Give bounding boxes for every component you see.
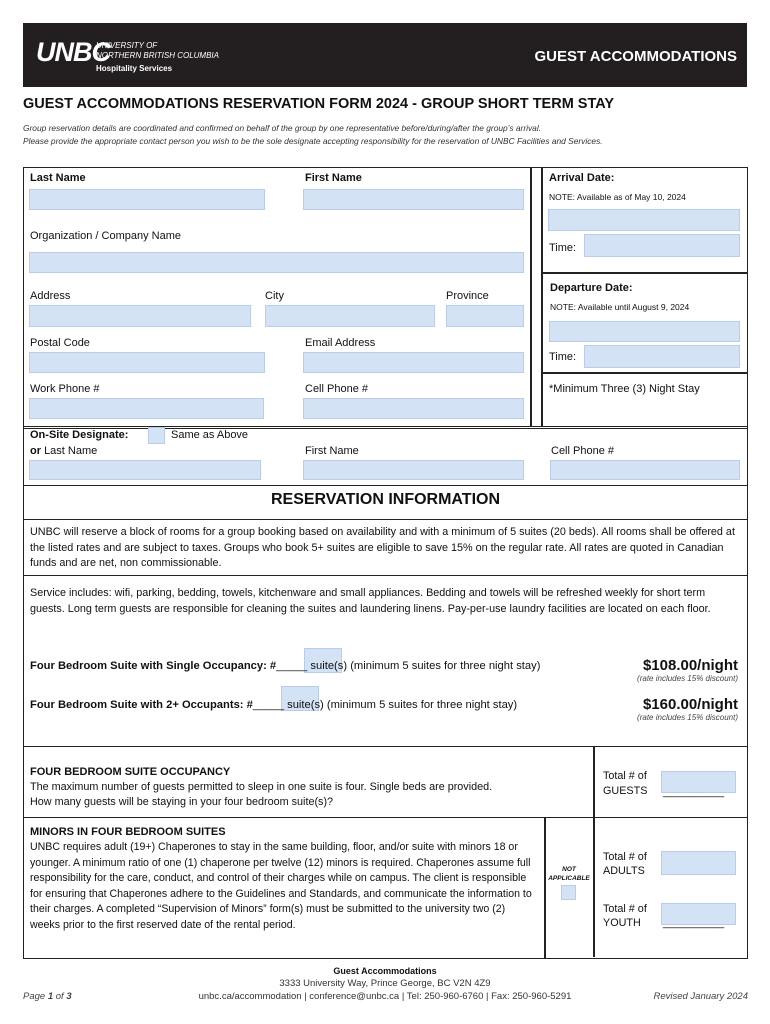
guests-total-label [603,769,647,799]
arrival-date-field[interactable] [548,209,740,231]
adults-total-field[interactable] [661,851,736,875]
intro-text [23,122,753,148]
multi-occupancy-note: suite(s) (minimum 5 suites for three night stay) [287,699,518,711]
departure-date-label: Departure Date: [550,282,633,294]
university-name [96,41,219,61]
multi-discount-note: (rate includes 15% discount) [637,713,738,722]
province-label: Province [446,290,489,302]
first-name-label: First Name [305,172,362,184]
arrival-note: NOTE: Available as of May 10, 2024 [549,192,686,202]
youth-total-label [603,902,647,930]
single-occupancy-label: Four Bedroom Suite with Single Occupancy: # [30,660,277,672]
single-occupancy-note: suite(s) (minimum 5 suites for three night stay) [310,660,541,672]
divider [530,167,532,426]
university-line-1: UNIVERSITY OF [96,41,158,50]
guests-label: GUESTS [603,785,648,797]
designate-first-name-field[interactable] [303,460,524,480]
address-label: Address [30,290,71,302]
guests-total-prefix: Total # of [603,770,647,782]
occupancy-text: The maximum number of guests permitted to sleep in one suite is four. Single beds are provided. How many guests will be staying in your four bedroom suite(s)? [30,781,493,808]
address-field[interactable] [29,305,251,327]
footer-contact: unbc.ca/accommodation | conference@unbc.ca | Tel: 250-960-6760 | Fax: 250-960-5291 [198,991,572,1002]
postal-code-label: Postal Code [30,337,90,349]
not-applicable-line-1: NOT [562,866,576,873]
cell-phone-field[interactable] [303,398,524,419]
designate-cell-field[interactable] [550,460,740,480]
divider [544,817,546,958]
not-applicable-checkbox[interactable] [561,885,576,900]
youth-blank: __________ [663,917,725,929]
youth-total-prefix: Total # of [603,903,647,915]
youth-label: YOUTH [603,917,641,929]
university-line-2: NORTHERN BRITISH COLUMBIA [96,51,219,60]
designate-last-name-field[interactable] [29,460,261,480]
or-label: or [30,445,41,457]
section-title: GUEST ACCOMMODATIONS [534,48,737,65]
designate-first-name-label: First Name [305,445,359,457]
divider [541,372,748,374]
intro-line-2: Please provide the appropriate contact person you wish to be the sole designate accepting responsibility for the reservation of UNBC Facilities and Services. [23,136,603,146]
page-current: 1 [47,991,54,1002]
page-total: 3 [66,991,72,1002]
adults-total-label [603,850,647,878]
reservation-paragraph-2: Service includes: wifi, parking, bedding, towels, kitchenware and small appliances. Bedding and towels will be refreshed weekly for short term guests. Long term guests are responsible for cleaning the suites and laundering linens. Pay-per-use laundry facilities are located on each floor. [30,587,711,615]
same-as-above-label: Same as Above [171,429,249,441]
multi-occupancy-blank: _____ [252,699,284,711]
email-field[interactable] [303,352,524,373]
departure-note: NOTE: Available until August 9, 2024 [550,302,690,312]
intro-line-1: Group reservation details are coordinated and confirmed on behalf of the group by one representative before/during/after the group’s arrival. [23,123,542,133]
postal-code-field[interactable] [29,352,265,373]
footer-address: 3333 University Way, Prince George, BC V2N 4Z9 [279,978,491,989]
single-discount-note: (rate includes 15% discount) [637,674,738,683]
page-of: of [53,991,67,1002]
divider [541,167,543,426]
arrival-time-label: Time: [549,242,577,254]
work-phone-label: Work Phone # [30,383,100,395]
work-phone-field[interactable] [29,398,264,419]
cell-phone-label: Cell Phone # [305,383,368,395]
single-occupancy-blank: _____ [276,660,308,672]
multi-occupancy-row [30,699,517,711]
arrival-time-field[interactable] [584,234,740,257]
page-prefix: Page [23,991,48,1002]
designate-label: On-Site Designate: [30,429,129,441]
departure-date-field[interactable] [549,321,740,342]
last-name-field[interactable] [29,189,265,210]
department-name: Hospitality Services [96,64,173,73]
city-field[interactable] [265,305,435,327]
occupancy-heading: FOUR BEDROOM SUITE OCCUPANCY [30,766,231,778]
reservation-paragraph-1: UNBC will reserve a block of rooms for a group booking based on availability and with a minimum of 5 suites (20 beds). All rooms shall be offered at the listed rates and are subject to taxes. Groups who book 5+ suites are eligible to save 15% on the regular rate. All rates are quoted in Canadian funds and are net, non commissionable. [30,526,735,569]
divider [541,272,748,274]
same-as-above-checkbox[interactable] [148,427,165,444]
adults-label: ADULTS [603,865,645,877]
single-occupancy-price: $108.00/night [642,657,738,674]
not-applicable-line-2: APPLICABLE [548,875,590,882]
minors-text: UNBC requires adult (19+) Chaperones to stay in the same building, floor, and/or suite with minors 18 or younger. A minimum ratio of one (1) chaperone per twelve (12) minors is required. Chaperones assume full responsibility for the care, conduct, and control of their charges while on campus. The client is responsible for ensuring that Chaperones adhere to the Guidelines and Standards, and communicate the information to their charges. A completed “Supervision of Minors” form(s) must be submitted to the university two (2) weeks prior to the first reserved date of the rental period. [30,841,532,931]
designate-last-name-label [30,445,97,457]
multi-occupancy-price: $160.00/night [642,696,738,713]
email-label: Email Address [305,337,376,349]
last-name-label: Last Name [30,172,86,184]
designate-last-name-text: Last Name [44,445,98,457]
form-title: GUEST ACCOMMODATIONS RESERVATION FORM 2024 - GROUP SHORT TERM STAY [23,96,615,112]
designate-cell-label: Cell Phone # [551,445,614,457]
province-field[interactable] [446,305,524,327]
guests-blank: __________ [663,786,725,798]
first-name-field[interactable] [303,189,524,210]
organization-label: Organization / Company Name [30,230,182,242]
organization-field[interactable] [29,252,524,273]
not-applicable-label [546,865,592,883]
footer-title: Guest Accommodations [333,966,437,976]
revised-date: Revised January 2024 [653,991,748,1002]
single-occupancy-row [30,660,540,672]
reservation-heading: RESERVATION INFORMATION [270,491,501,508]
arrival-date-label: Arrival Date: [549,172,615,184]
city-label: City [265,290,284,302]
departure-time-label: Time: [549,351,577,363]
departure-time-field[interactable] [584,345,740,368]
unbc-logo: UNBC [36,37,110,67]
multi-occupancy-label: Four Bedroom Suite with 2+ Occupants: # [30,699,253,711]
minors-heading: MINORS IN FOUR BEDROOM SUITES [30,826,226,838]
adults-total-prefix: Total # of [603,851,647,863]
minimum-stay-note: *Minimum Three (3) Night Stay [549,383,700,395]
